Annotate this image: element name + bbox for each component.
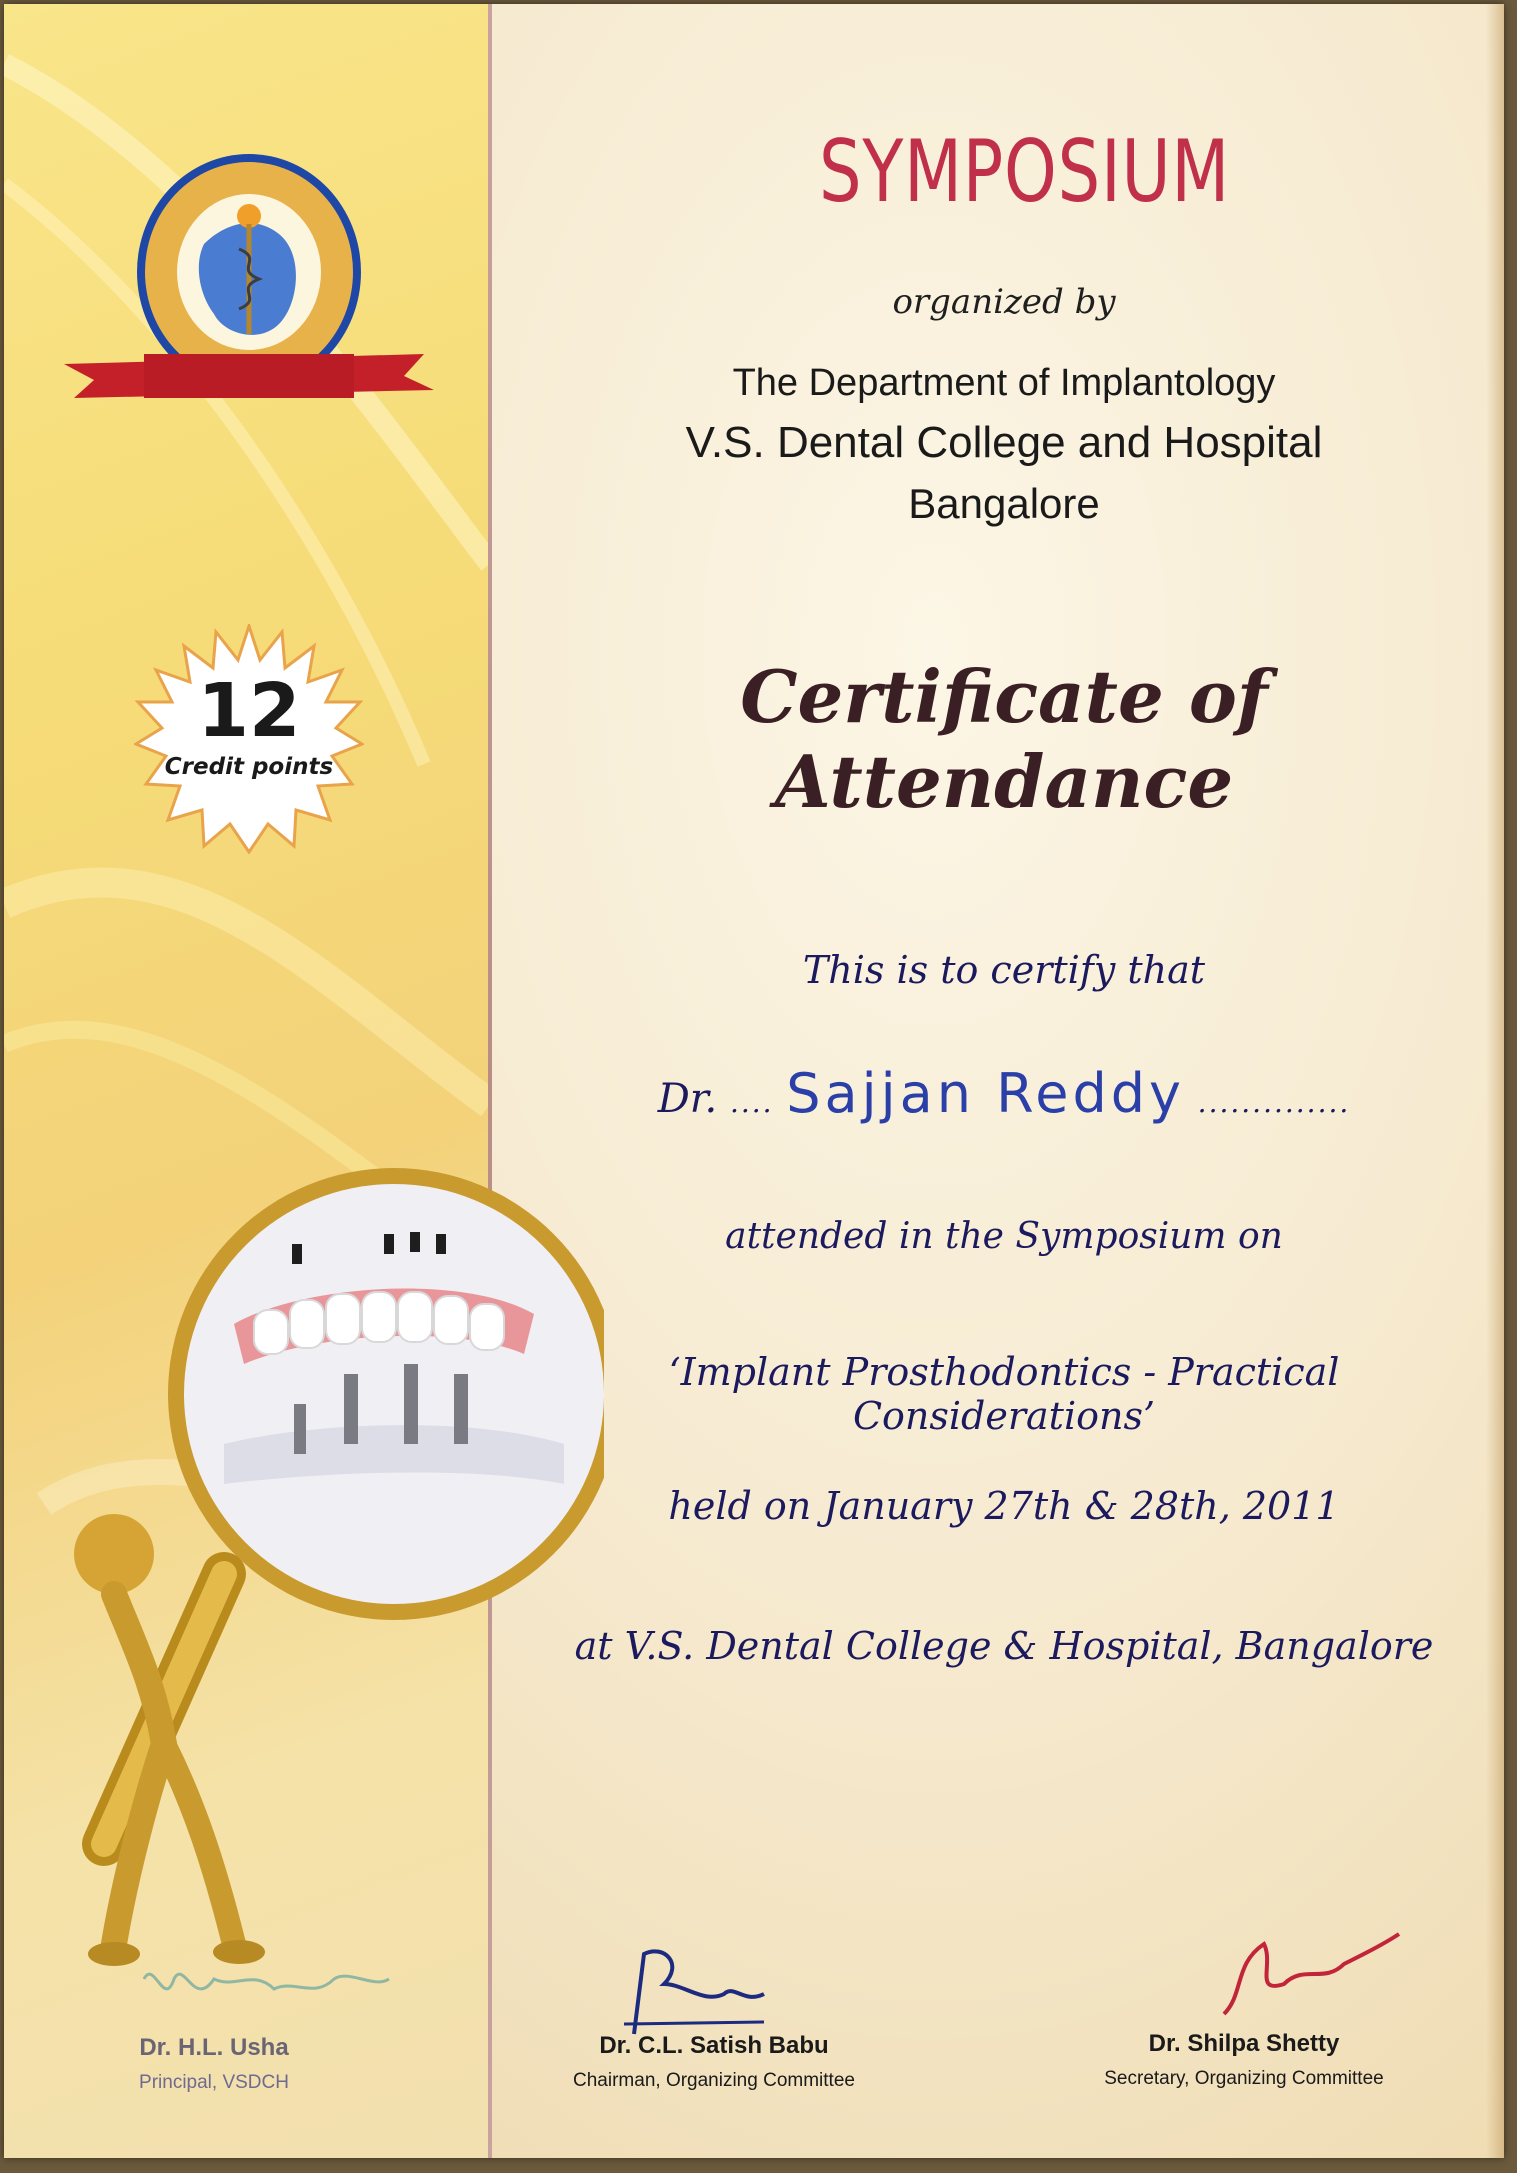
signature-mark-chairman — [604, 1944, 784, 2044]
certify-line: This is to certify that — [802, 948, 1206, 992]
sheet-edge-shadow — [1486, 4, 1504, 2158]
event-dates: held on January 27th & 28th, 2011 — [668, 1484, 1340, 1528]
credit-points-number: 12 — [197, 668, 301, 754]
signature-mark-principal — [134, 1949, 394, 2029]
recipient-name: Sajjan Reddy — [786, 1062, 1185, 1125]
name-prefix: Dr. — [657, 1076, 718, 1122]
college-name: V.S. Dental College and Hospital — [685, 418, 1323, 467]
credit-points-label: Credit points — [164, 754, 334, 780]
organized-by-label: organized by — [892, 282, 1116, 322]
city-name: Bangalore — [908, 480, 1100, 527]
signatory-name: Dr. C.L. Satish Babu — [599, 2032, 829, 2059]
event-venue: at V.S. Dental College & Hospital, Bangalore — [574, 1624, 1434, 1668]
certificate-title: Certificate of Attendance — [740, 654, 1268, 824]
symposium-title: SYMPOSIUM — [819, 122, 1231, 222]
name-dotted-leader-end: .............. — [1197, 1086, 1351, 1119]
signatory-name: Dr. H.L. Usha — [139, 2034, 289, 2061]
attended-line: attended in the Symposium on — [725, 1216, 1283, 1257]
college-emblem-logo — [64, 154, 434, 414]
signature-mark-secretary — [1204, 1924, 1404, 2024]
certificate-sheet — [4, 4, 1504, 2158]
magnifier-implant-illustration — [44, 1124, 604, 2044]
signature-block-secretary — [1074, 2030, 1414, 2090]
signature-block-chairman — [514, 2032, 914, 2092]
signatory-role: Secretary, Organizing Committee — [1104, 2068, 1384, 2089]
signatory-role: Principal, VSDCH — [139, 2072, 289, 2093]
department-name: The Department of Implantology — [732, 362, 1276, 404]
signature-block-principal — [64, 2034, 364, 2094]
recipient-row — [564, 1062, 1444, 1125]
signatory-role: Chairman, Organizing Committee — [573, 2070, 855, 2091]
signatory-name: Dr. Shilpa Shetty — [1148, 2030, 1340, 2057]
symposium-topic: ‘Implant Prosthodontics - Practical Considerations’ — [668, 1350, 1340, 1438]
name-dotted-leader: .... — [729, 1086, 774, 1119]
